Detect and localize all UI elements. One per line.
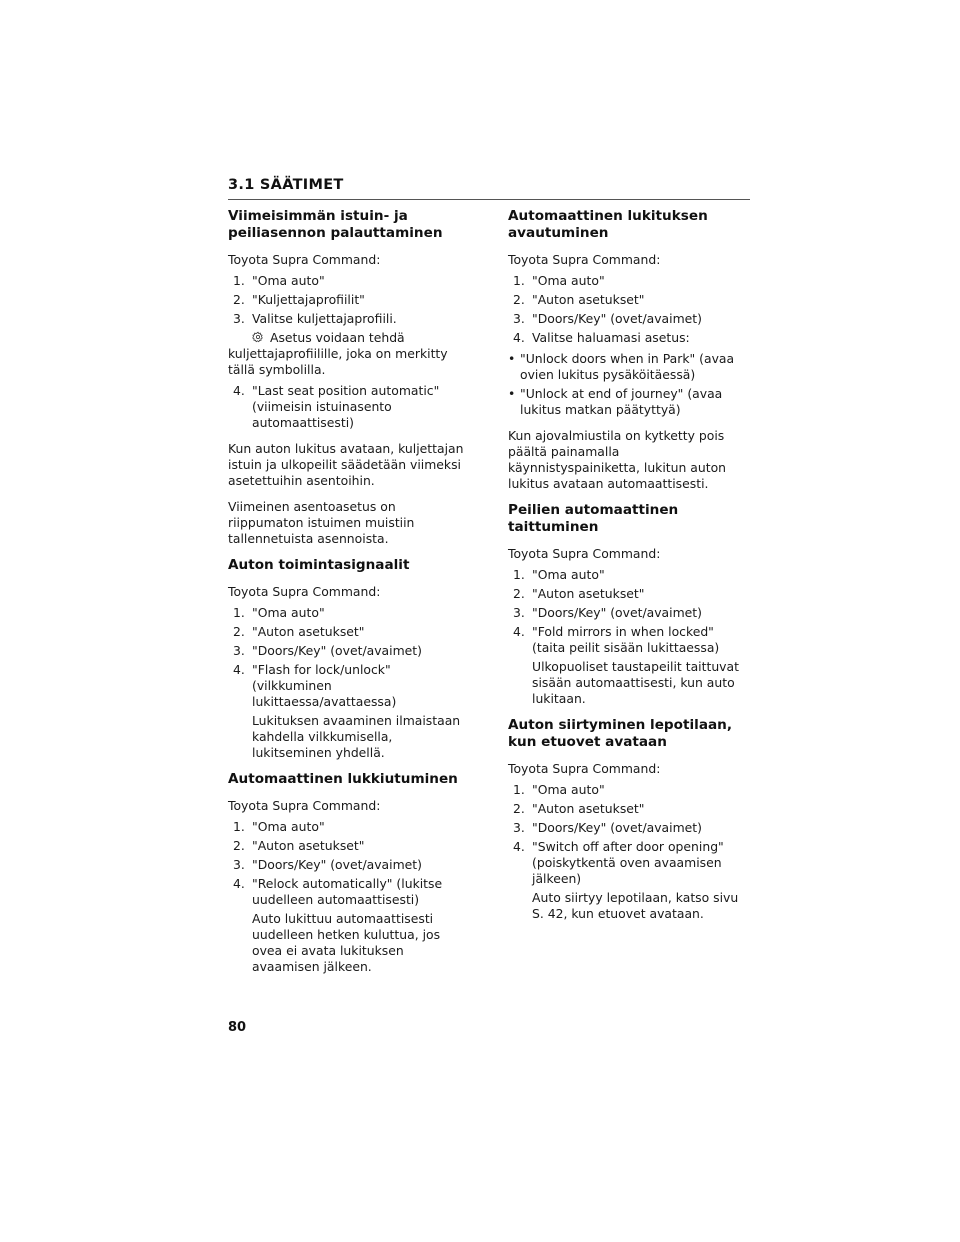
list-item: 1. "Oma auto" — [233, 819, 325, 834]
paragraph: Kun ajovalmiustila on kytketty pois päältä painamalla käynnistyspainiketta, lukitun auton lukitus avataan automaattisesti. — [508, 428, 727, 491]
intro-text: Toyota Supra Command: — [508, 546, 661, 561]
header-divider — [228, 199, 750, 200]
steps-list — [228, 383, 464, 431]
heading-mirror-fold: Peilien automaattinen taittuminen — [508, 502, 679, 535]
heading-auto-lock: Automaattinen lukkiutuminen — [228, 771, 458, 787]
intro-text: Toyota Supra Command: — [228, 798, 381, 813]
page-number: 80 — [228, 1020, 247, 1035]
list-item: 3. "Doors/Key" (ovet/avaimet) — [233, 857, 422, 872]
step-note: Lukituksen avaaminen ilmaistaan kahdella vilkkumisella, lukitseminen yhdellä. — [252, 713, 461, 760]
intro-text: Toyota Supra Command: — [508, 252, 661, 267]
intro-text: Toyota Supra Command: — [228, 252, 381, 267]
list-item: 2. "Kuljettajaprofiilit" — [233, 292, 365, 307]
list-item: 4. Valitse haluamasi asetus: — [513, 330, 690, 345]
steps-list — [508, 273, 748, 346]
list-item: 3. "Doors/Key" (ovet/avaimet) — [513, 605, 702, 620]
list-item: 4. "Switch off after door opening" (poiskytkentä oven avaamisen jälkeen) Auto siirtyy lepotilaan, katso sivu S. 42, kun etuovet avataan. — [508, 839, 748, 922]
heading-vehicle-signals: Auton toimintasignaalit — [228, 557, 410, 573]
list-item: 1. "Oma auto" — [513, 567, 605, 582]
heading-sleep-mode: Auton siirtyminen lepotilaan, kun etuovet avataan — [508, 717, 733, 750]
list-item: • "Unlock at end of journey" (avaa lukitus matkan päätyttyä) — [508, 386, 748, 418]
section-title: 3.1 SÄÄTIMET — [228, 177, 344, 193]
right-column — [508, 208, 748, 932]
steps-list — [228, 273, 464, 327]
list-item: 4. "Relock automatically" (lukitse uudelleen automaattisesti) Auto lukittuu automaattisesti uudelleen hetken kuluttua, jos ovea ei avata lukituksen avaamisen jälkeen. — [228, 876, 464, 975]
gear-note: Asetus voidaan tehdä kuljettajaprofiilille, joka on merkitty tällä symbolilla. — [228, 330, 448, 377]
heading-auto-unlock: Automaattinen lukituksen avautuminen — [508, 208, 708, 241]
left-column — [228, 208, 464, 985]
intro-text: Toyota Supra Command: — [228, 584, 381, 599]
step-note: Auto siirtyy lepotilaan, katso sivu S. 42, kun etuovet avataan. — [532, 890, 739, 921]
paragraph: Viimeinen asentoasetus on riippumaton istuimen muistiin tallennetuista asennoista. — [228, 499, 415, 546]
step-note: Ulkopuoliset taustapeilit taittuvat sisään automaattisesti, kun auto lukitaan. — [532, 659, 739, 706]
list-item: 3. "Doors/Key" (ovet/avaimet) — [513, 820, 702, 835]
list-item: 1. "Oma auto" — [513, 273, 605, 288]
options-list — [508, 351, 748, 418]
list-item: 2. "Auton asetukset" — [513, 292, 645, 307]
steps-list — [508, 567, 748, 707]
list-item: 1. "Oma auto" — [233, 605, 325, 620]
page-header — [228, 177, 750, 200]
list-item: 2. "Auton asetukset" — [233, 624, 365, 639]
list-item: 2. "Auton asetukset" — [513, 586, 645, 601]
list-item: 2. "Auton asetukset" — [233, 838, 365, 853]
list-item: 1. "Oma auto" — [513, 782, 605, 797]
list-item: 4. "Fold mirrors in when locked" (taita peilit sisään lukittaessa) Ulkopuoliset taustapeilit taittuvat sisään automaattisesti, kun auto lukitaan. — [508, 624, 748, 707]
list-item: 1. "Oma auto" — [233, 273, 325, 288]
step-note: Auto lukittuu automaattisesti uudelleen hetken kuluttua, jos ovea ei avata lukituksen avaamisen jälkeen. — [252, 911, 441, 974]
list-item: 4. "Flash for lock/unlock" (vilkkuminen lukittaessa/avattaessa) Lukituksen avaaminen ilmaistaan kahdella vilkkumisella, lukitseminen yhdellä. — [228, 662, 464, 761]
intro-text: Toyota Supra Command: — [508, 761, 661, 776]
list-item: 3. Valitse kuljettajaprofiili. — [233, 311, 397, 326]
list-item: 2. "Auton asetukset" — [513, 801, 645, 816]
list-item: • "Unlock doors when in Park" (avaa ovien lukitus pysäköitäessä) — [508, 351, 748, 383]
list-item: 3. "Doors/Key" (ovet/avaimet) — [233, 643, 422, 658]
steps-list — [228, 605, 464, 761]
steps-list — [508, 782, 748, 922]
list-item: 4. "Last seat position automatic" (viimeisin istuinasento automaattisesti) — [233, 383, 440, 430]
list-item: 3. "Doors/Key" (ovet/avaimet) — [513, 311, 702, 326]
heading-seat-mirror-restore: Viimeisimmän istuin- ja peiliasennon palauttaminen — [228, 208, 443, 241]
paragraph: Kun auton lukitus avataan, kuljettajan istuin ja ulkopeilit säädetään viimeksi asetettuihin asentoihin. — [228, 441, 464, 488]
gear-icon — [252, 331, 264, 343]
steps-list — [228, 819, 464, 975]
